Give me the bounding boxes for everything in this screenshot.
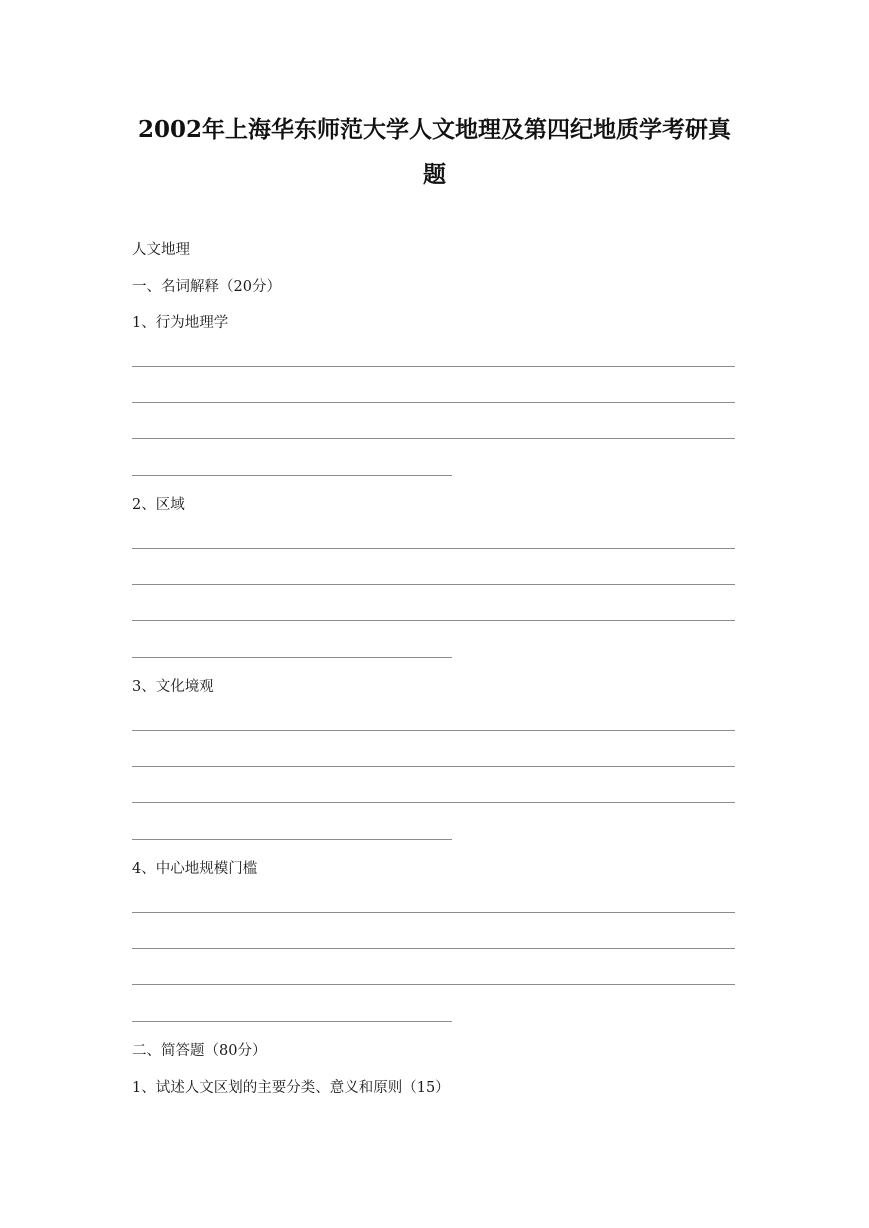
question-term: 3、文化境观 [132, 679, 214, 695]
answer-line [132, 730, 735, 731]
answer-line [132, 584, 735, 585]
answer-line [132, 948, 735, 949]
answer-line [132, 402, 735, 403]
answer-line [132, 620, 735, 621]
question-term: 4、中心地规模门槛 [132, 861, 258, 877]
subject-heading: 人文地理 [132, 242, 190, 258]
section2-heading: 二、简答题（80分） [132, 1043, 267, 1059]
answer-line [132, 984, 735, 985]
answer-line [132, 657, 452, 658]
question-term: 2、区域 [132, 497, 185, 513]
answer-line [132, 766, 735, 767]
answer-line [132, 438, 735, 439]
document-title-continued: 题 [423, 161, 446, 188]
answer-line [132, 548, 735, 549]
question-short-answer: 1、试述人文区划的主要分类、意义和原则（15） [132, 1080, 450, 1096]
question-term: 1、行为地理学 [132, 315, 229, 331]
answer-line [132, 475, 452, 476]
answer-line [132, 839, 452, 840]
answer-line [132, 802, 735, 803]
answer-line [132, 912, 735, 913]
section1-heading: 一、名词解释（20分） [132, 279, 281, 295]
answer-line [132, 366, 735, 367]
answer-line [132, 1021, 452, 1022]
document-title: 2002年上海华东师范大学人文地理及第四纪地质学考研真 [137, 116, 731, 143]
